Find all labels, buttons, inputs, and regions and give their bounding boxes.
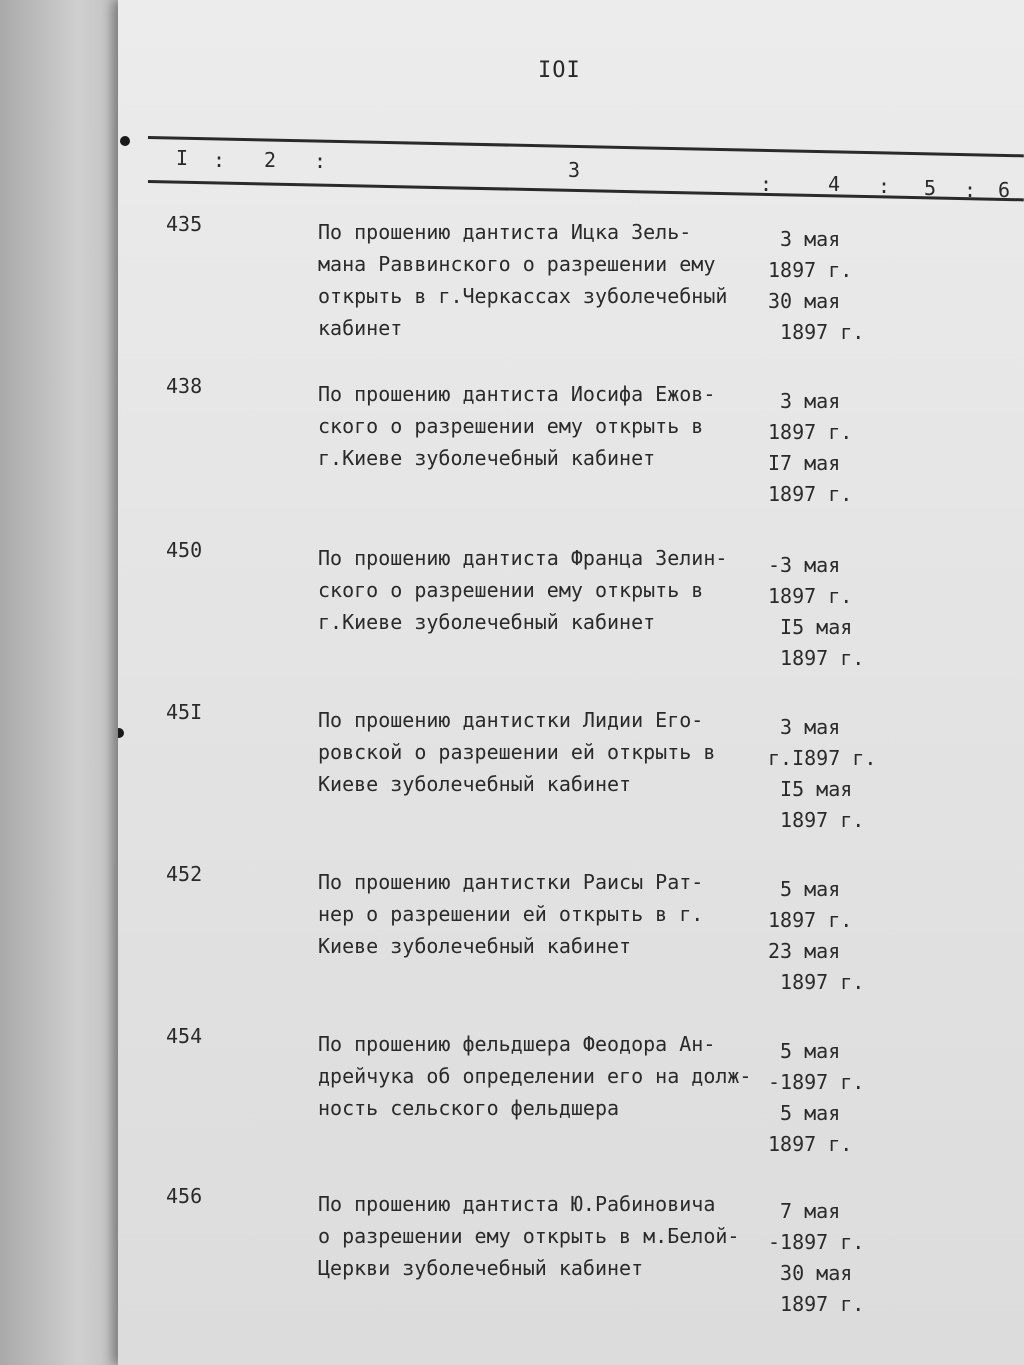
entry-dates: -3 мая 1897 г. I5 мая 1897 г. [768, 553, 865, 670]
column-4-header: 4 [828, 172, 841, 196]
column-5-header: 5 [924, 176, 937, 200]
entry-dates: 7 мая -1897 г. 30 мая 1897 г. [768, 1199, 865, 1316]
entry-number: 452 [166, 862, 203, 886]
entry-text: По прошению дантиста Ицка Зель- мана Раввинского о разрешении ему открыть в г.Черкассах зуболечебный кабинет [318, 220, 728, 340]
binder-hole [120, 136, 130, 146]
document-page [118, 0, 1024, 1365]
page-number: IOI [538, 58, 581, 83]
entry-dates: 5 мая -1897 г. 5 мая 1897 г. [768, 1039, 865, 1156]
entry-text: По прошению дантистки Лидии Его- ровской о разрешении ей открыть в Киеве зуболечебный кабинет [318, 708, 716, 796]
header-top-rule [148, 136, 1024, 157]
column-3-header: 3 [568, 158, 581, 182]
entry-number: 435 [166, 212, 203, 236]
entry-dates: 3 мая 1897 г. I7 мая 1897 г. [768, 389, 853, 506]
header-bottom-rule [148, 180, 1024, 201]
adjacent-page [0, 0, 130, 1365]
entry-text: По прошению дантиста Ю.Рабиновича о разрешении ему открыть в м.Белой- Церкви зуболечебный кабинет [318, 1192, 740, 1280]
entry-number: 450 [166, 538, 203, 562]
entry-text: По прошению дантиста Иосифа Ежов- ского о разрешении ему открыть в г.Киеве зуболечебный кабинет [318, 382, 716, 470]
column-2-header: 2 [264, 148, 277, 172]
entry-dates: 3 мая г.I897 г. I5 мая 1897 г. [768, 715, 877, 832]
entry-number: 45I [166, 700, 203, 724]
binder-hole [118, 728, 124, 738]
entry-dates: 3 мая 1897 г. 30 мая 1897 г. [768, 227, 865, 344]
entry-dates: 5 мая 1897 г. 23 мая 1897 г. [768, 877, 865, 994]
column-separator: : [760, 172, 773, 196]
column-1-header: I [176, 146, 189, 170]
column-6-header: 6 [998, 178, 1011, 202]
column-separator: : [878, 174, 891, 198]
column-separator: : [213, 148, 226, 172]
entry-number: 438 [166, 374, 203, 398]
entry-number: 456 [166, 1184, 203, 1208]
entry-text: По прошению дантиста Франца Зелин- ского о разрешении ему открыть в г.Киеве зуболечебный кабинет [318, 546, 728, 634]
column-separator: : [964, 178, 977, 202]
entry-text: По прошению дантистки Раисы Рат- нер о разрешении ей открыть в г. Киеве зуболечебный кабинет [318, 870, 704, 958]
column-separator: : [314, 149, 327, 173]
entry-text: По прошению фельдшера Феодора Ан- дрейчука об определении его на долж- ность сельского фельдшера [318, 1032, 752, 1120]
entry-number: 454 [166, 1024, 203, 1048]
